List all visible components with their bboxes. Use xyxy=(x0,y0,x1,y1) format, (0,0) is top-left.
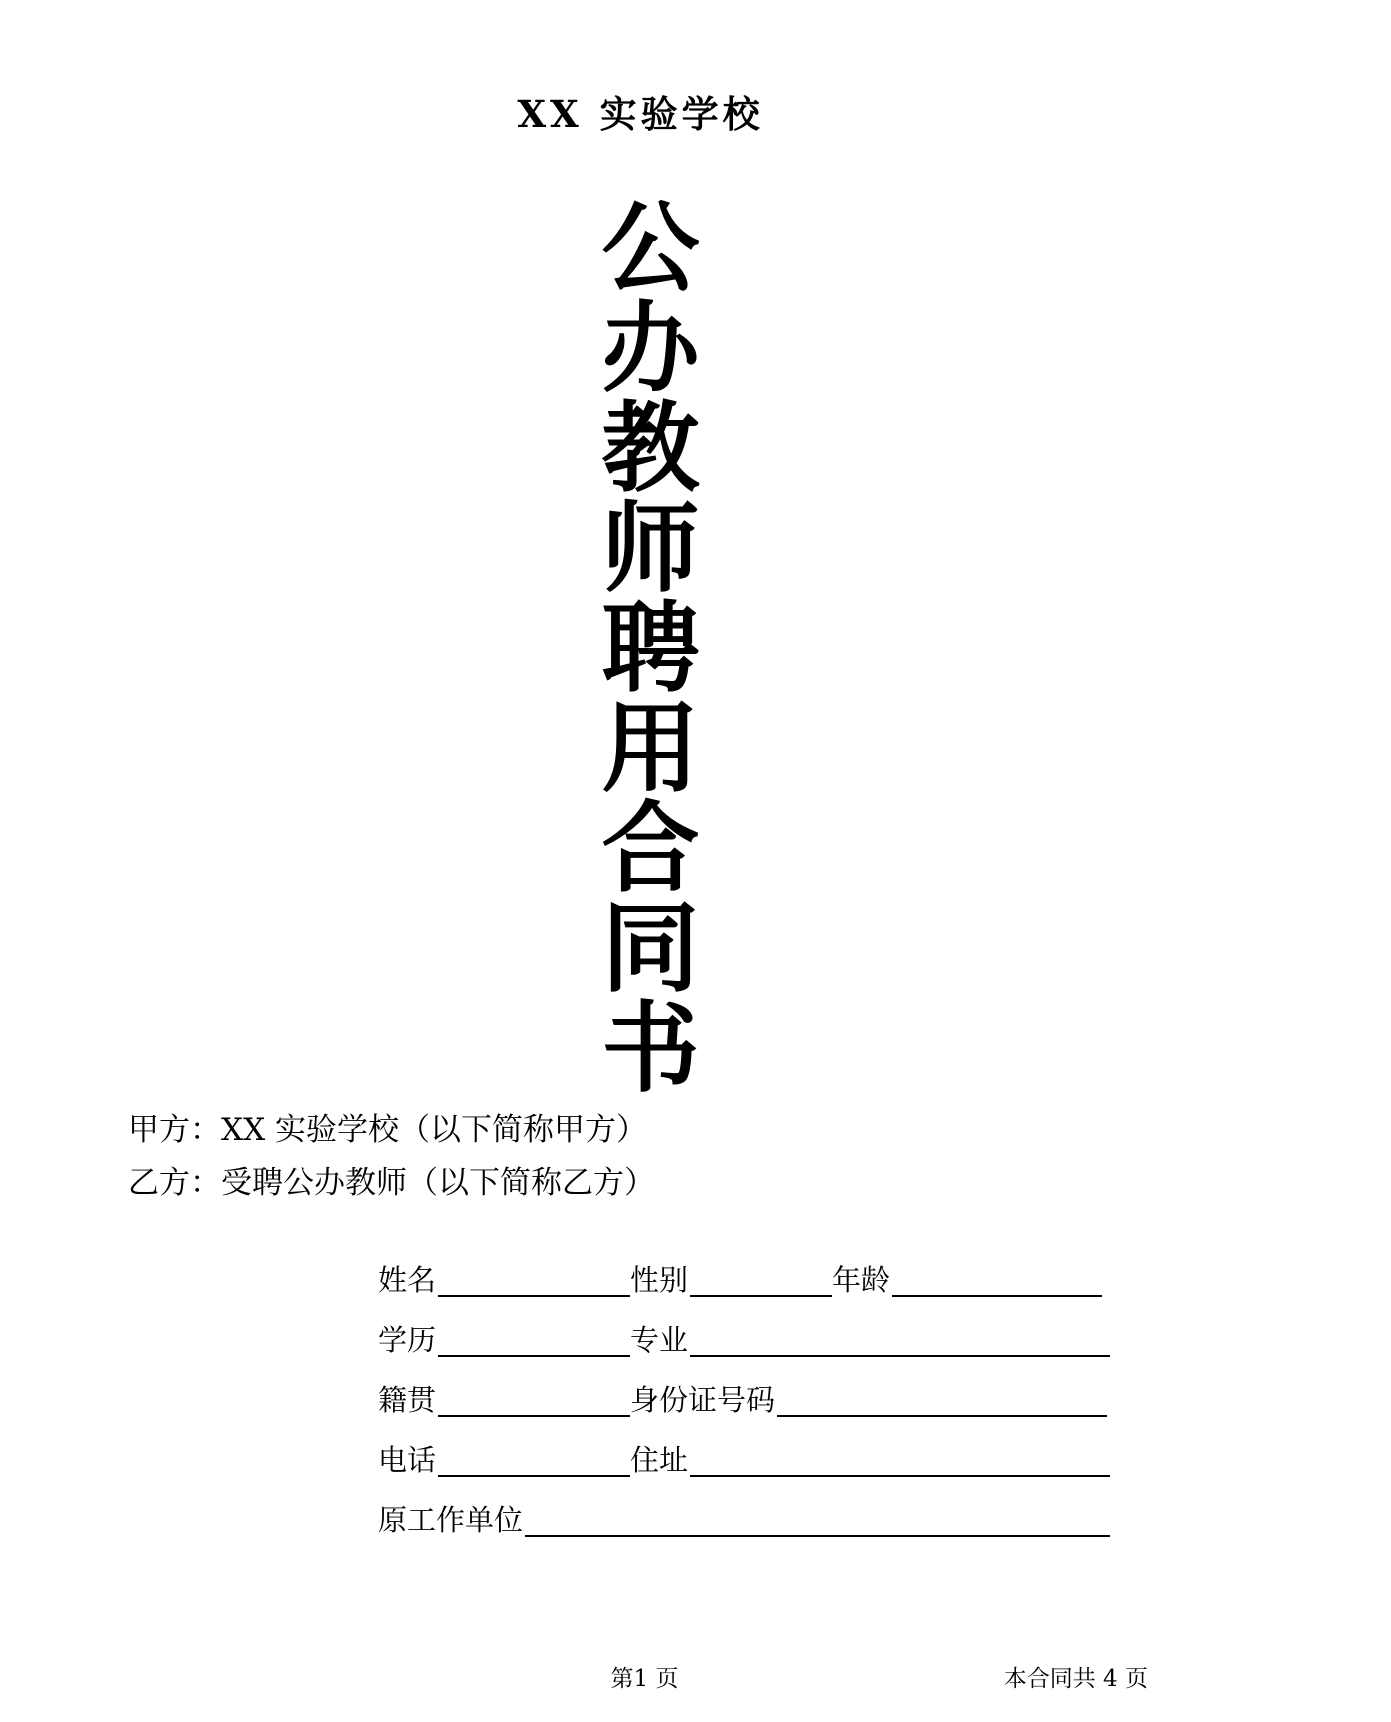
phone-label: 电话 xyxy=(378,1443,437,1477)
major-label: 专业 xyxy=(630,1323,689,1357)
field-row-previous-employer xyxy=(378,1498,1168,1539)
field-row-native-place-id xyxy=(378,1378,1168,1419)
education-input[interactable] xyxy=(438,1325,630,1357)
age-input[interactable] xyxy=(892,1265,1102,1297)
major-input[interactable] xyxy=(690,1325,1110,1357)
address-label: 住址 xyxy=(630,1443,689,1477)
page-footer xyxy=(0,1660,1391,1700)
party-a-line: 甲方：XX 实验学校（以下简称甲方） xyxy=(128,1112,647,1148)
fill-in-fields xyxy=(378,1258,1168,1558)
name-input[interactable] xyxy=(438,1265,630,1297)
age-label: 年龄 xyxy=(832,1263,891,1297)
name-label: 姓名 xyxy=(378,1263,437,1297)
field-row-phone-address xyxy=(378,1438,1168,1479)
party-b-line: 乙方：受聘公办教师（以下简称乙方） xyxy=(128,1165,655,1201)
footer-page-number: 第1 页 xyxy=(610,1666,679,1692)
gender-input[interactable] xyxy=(690,1265,832,1297)
id-number-label: 身份证号码 xyxy=(630,1383,776,1417)
field-row-education-major xyxy=(378,1318,1168,1359)
native-place-input[interactable] xyxy=(438,1385,630,1417)
address-input[interactable] xyxy=(690,1445,1110,1477)
document-title-vertical xyxy=(0,196,1337,1096)
school-name: XX 实验学校 xyxy=(517,92,764,136)
party-block xyxy=(128,1112,1228,1221)
education-label: 学历 xyxy=(378,1323,437,1357)
native-place-label: 籍贯 xyxy=(378,1383,437,1417)
gender-label: 性别 xyxy=(630,1263,689,1297)
previous-employer-input[interactable] xyxy=(525,1505,1110,1537)
id-number-input[interactable] xyxy=(777,1385,1107,1417)
document-title-text: 公办教师聘用合同书 xyxy=(584,196,700,1096)
previous-employer-label: 原工作单位 xyxy=(378,1503,524,1537)
field-row-name-gender-age xyxy=(378,1258,1168,1299)
phone-input[interactable] xyxy=(438,1445,630,1477)
footer-total-pages: 本合同共 4 页 xyxy=(1003,1666,1148,1692)
